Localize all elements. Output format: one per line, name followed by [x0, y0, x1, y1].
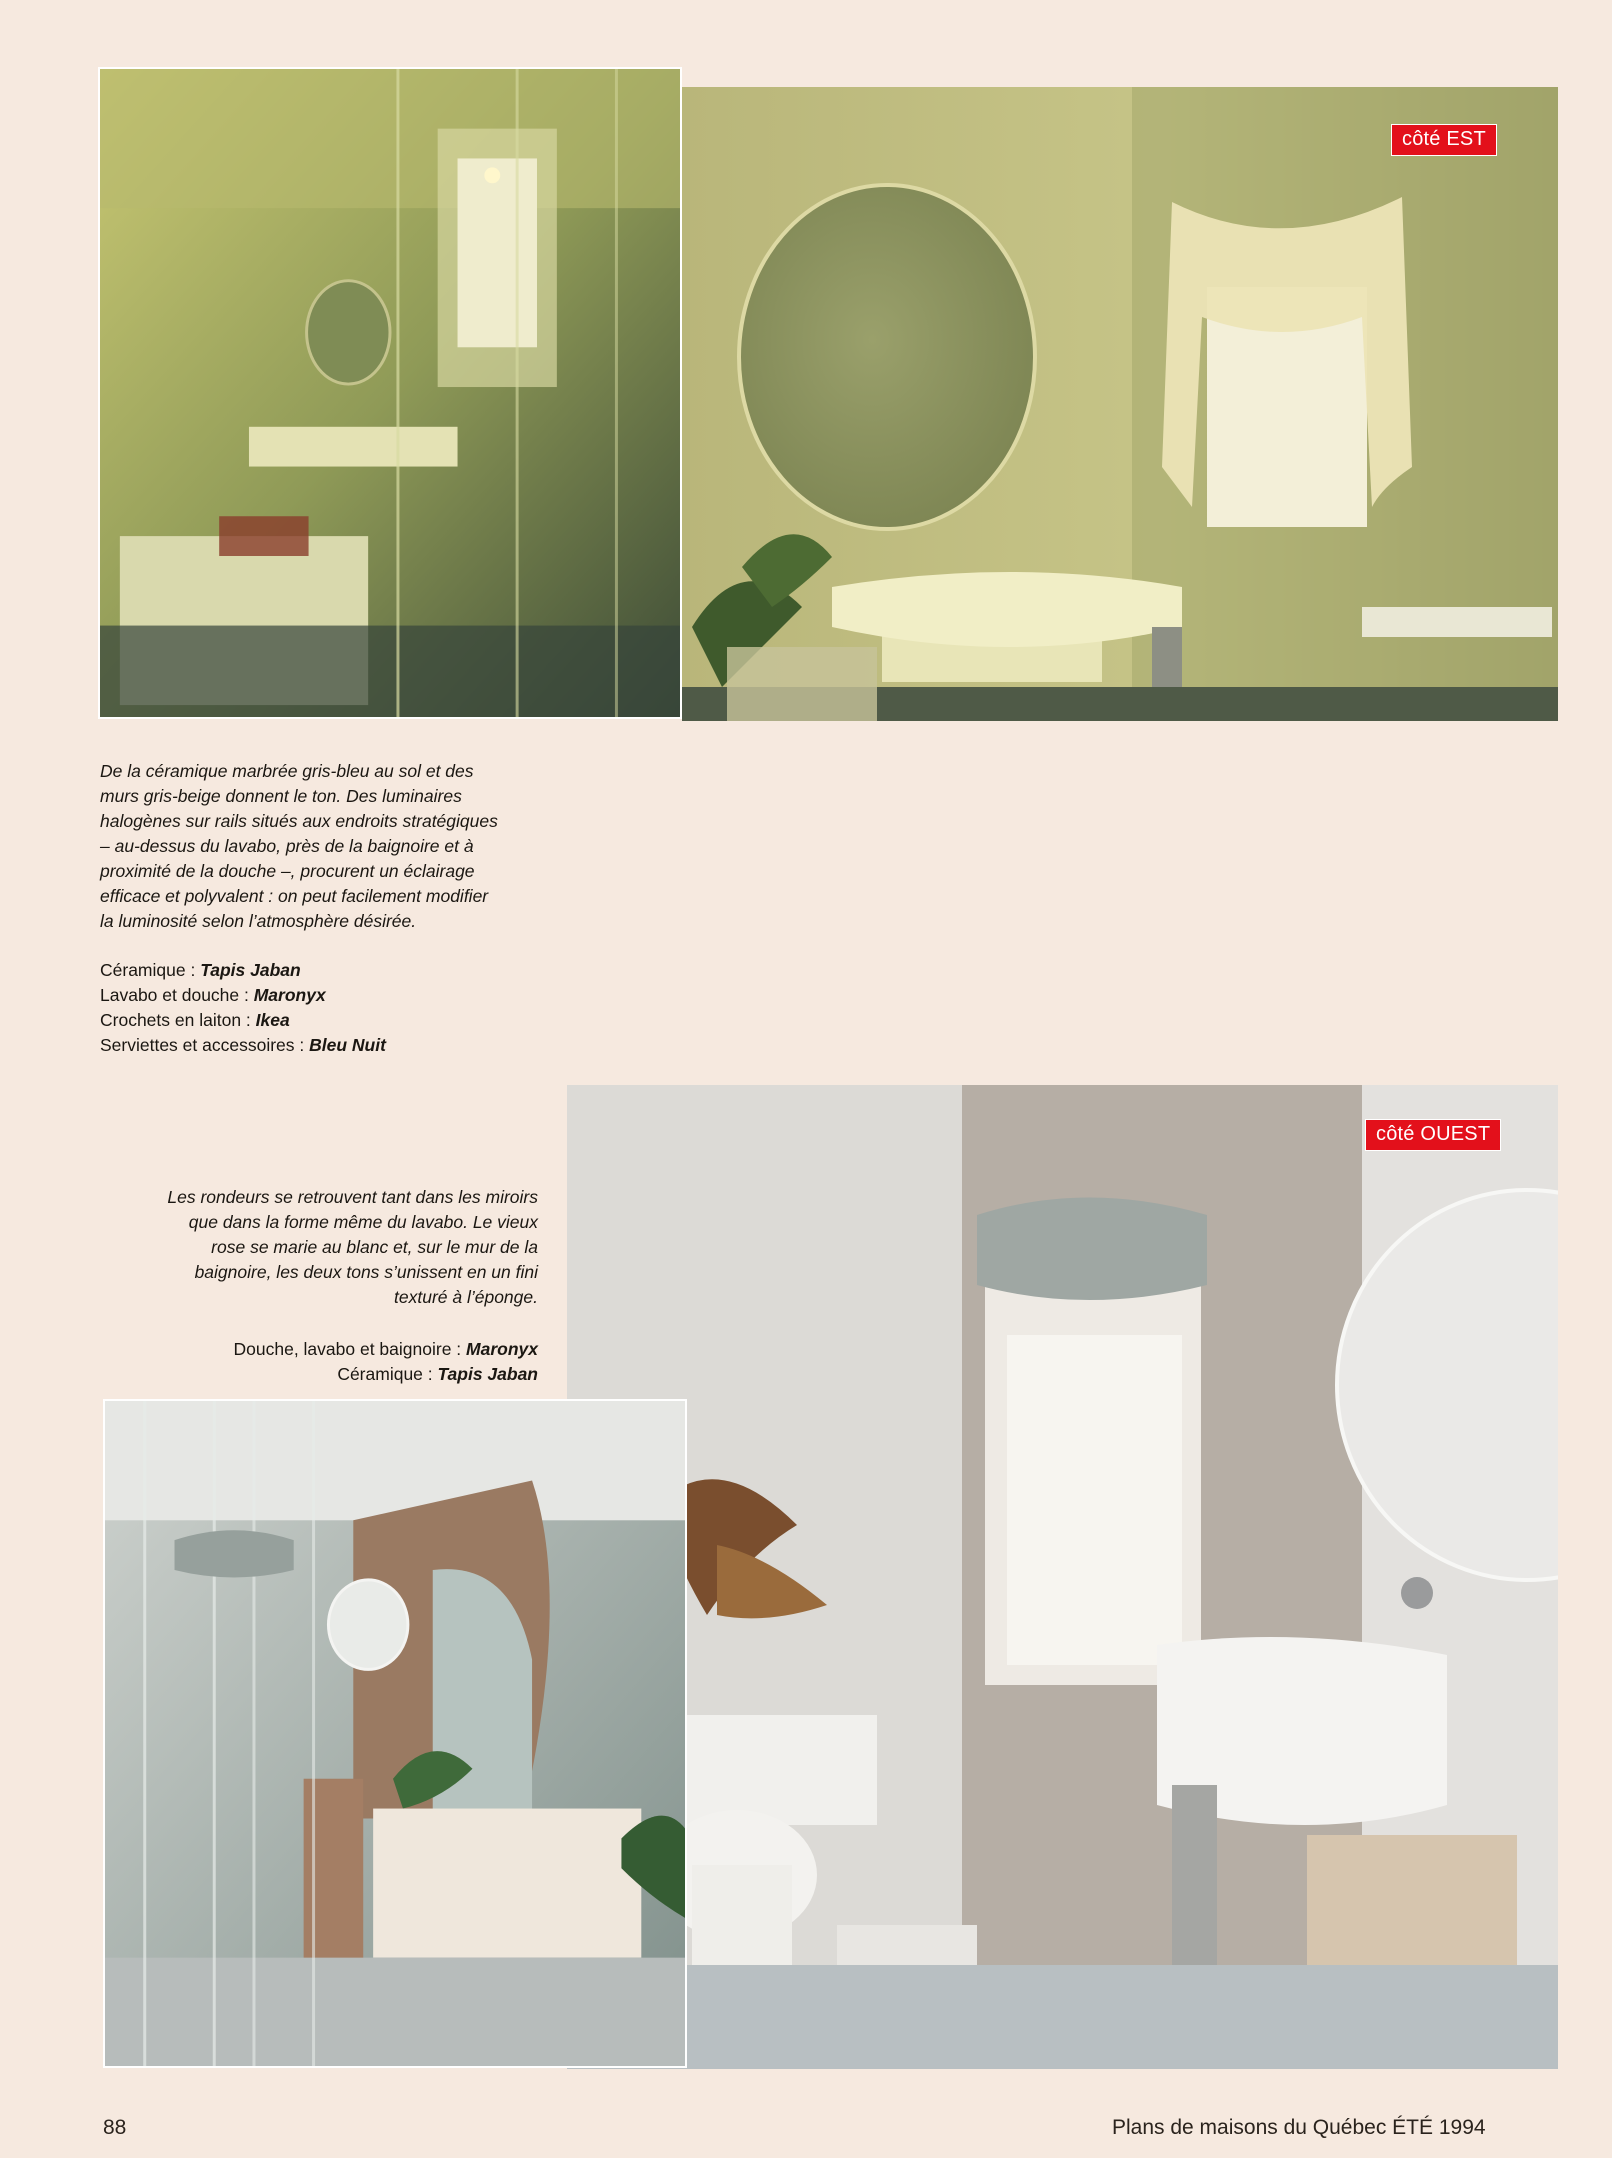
- credit-line: [100, 958, 570, 983]
- credit-value: Tapis Jaban: [437, 1364, 538, 1384]
- caption-east-line: De la céramique marbrée gris-bleu au sol et des: [100, 761, 474, 781]
- label-cote-est: côté EST: [1391, 124, 1497, 156]
- credit-label: Douche, lavabo et baignoire :: [233, 1339, 467, 1359]
- credit-line: [100, 1008, 570, 1033]
- caption-west-line: texturé à l’éponge.: [394, 1287, 538, 1307]
- caption-east-line: la luminosité selon l’atmosphère désirée.: [100, 911, 417, 931]
- credit-label: Crochets en laiton :: [100, 1010, 256, 1030]
- caption-east-line: efficace et polyvalent : on peut facilement modifier: [100, 886, 489, 906]
- caption-east-line: halogènes sur rails situés aux endroits stratégiques: [100, 811, 498, 831]
- photo-bathroom-east-overview: [98, 67, 682, 719]
- credit-line: [80, 1337, 538, 1362]
- label-cote-ouest: côté OUEST: [1365, 1119, 1501, 1151]
- credit-value: Maronyx: [253, 985, 326, 1005]
- credit-label: Céramique :: [337, 1364, 438, 1384]
- credits-east: [100, 958, 570, 1058]
- credit-value: Tapis Jaban: [200, 960, 301, 980]
- credits-west: [80, 1337, 538, 1387]
- photo-vanity-east: [682, 87, 1558, 721]
- credit-value: Ikea: [255, 1010, 290, 1030]
- credit-label: Lavabo et douche :: [100, 985, 254, 1005]
- credit-label: Serviettes et accessoires :: [100, 1035, 310, 1055]
- photo-vanity-west: [567, 1085, 1558, 2069]
- page-number: 88: [103, 2116, 127, 2139]
- credit-line: [100, 983, 570, 1008]
- caption-west: [80, 1185, 538, 1310]
- credit-line: [100, 1033, 570, 1058]
- caption-east-line: proximité de la douche –, procurent un éclairage: [100, 861, 475, 881]
- caption-west-line: que dans la forme même du lavabo. Le vieux: [188, 1212, 538, 1232]
- caption-east-line: – au-dessus du lavabo, près de la baignoire et à: [100, 836, 474, 856]
- credit-label: Céramique :: [100, 960, 201, 980]
- credit-line: [80, 1362, 538, 1387]
- photo-bathroom-west-overview: [103, 1399, 687, 2068]
- caption-east-line: murs gris-beige donnent le ton. Des luminaires: [100, 786, 462, 806]
- caption-west-line: rose se marie au blanc et, sur le mur de la: [211, 1237, 538, 1257]
- caption-west-line: Les rondeurs se retrouvent tant dans les miroirs: [167, 1187, 538, 1207]
- publication-title: Plans de maisons du Québec ÉTÉ 1994: [1112, 2116, 1486, 2139]
- caption-east: [100, 759, 570, 934]
- caption-west-line: baignoire, les deux tons s’unissent en un fini: [194, 1262, 538, 1282]
- credit-value: Bleu Nuit: [309, 1035, 386, 1055]
- credit-value: Maronyx: [466, 1339, 538, 1359]
